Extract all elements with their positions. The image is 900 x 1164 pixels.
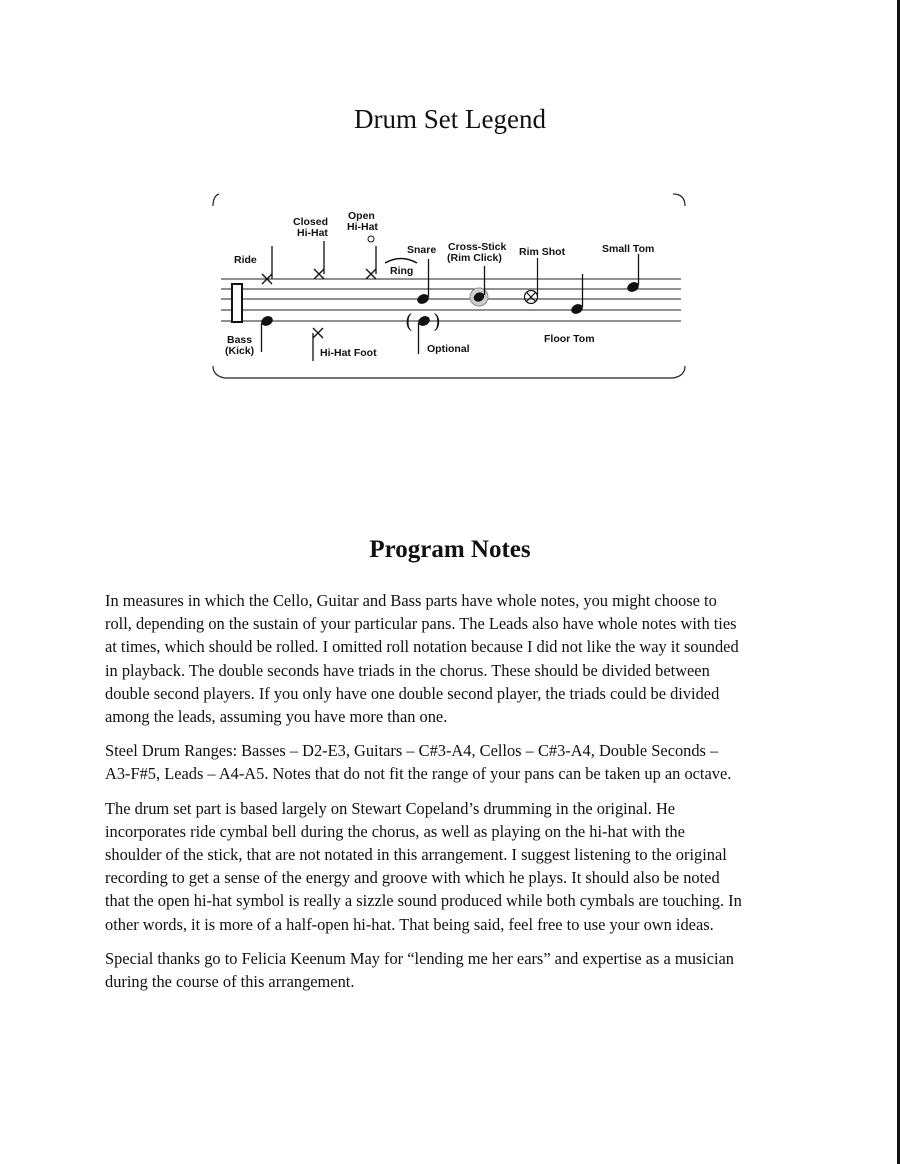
legend-label-floor-tom: Floor Tom [544, 333, 595, 345]
notes-line: during the course of this arrangement. [105, 972, 355, 992]
bass-kick-note-icon [260, 314, 275, 352]
legend-label-small-tom: Small Tom [602, 243, 655, 255]
rim-shot-symbol-icon [525, 258, 538, 304]
notes-line: roll, depending on the sustain of your particular pans. The Leads also have whole notes with ties [105, 614, 737, 634]
notes-line: recording to get a sense of the energy and groove with which he plays. It should also be noted [105, 868, 720, 888]
ride-symbol-icon [262, 246, 272, 284]
notes-line: at times, which should be rolled. I omitted roll notation because I did not like the way it sounded [105, 637, 739, 657]
notes-line: In measures in which the Cello, Guitar and Bass parts have whole notes, you might choose to [105, 591, 717, 610]
drum-set-legend [205, 186, 695, 386]
staff-lines [221, 279, 681, 321]
notes-paragraph [105, 947, 800, 993]
notes-line: in playback. The double seconds have triads in the chorus. These should be divided between [105, 660, 710, 680]
open-hihat-symbol-icon [366, 236, 376, 279]
notes-line: double second players. If you only have one double second player, the triads could be divided [105, 683, 720, 703]
closed-hihat-symbol-icon [314, 241, 324, 279]
legend-label-hihat-foot: Hi-Hat Foot [320, 347, 377, 359]
svg-text:): ) [433, 309, 441, 333]
legend-label-ring: Ring [390, 265, 414, 277]
notes-line: Special thanks go to Felicia Keenum May for “lending me her ears” and expertise as a musician [105, 948, 735, 968]
notes-paragraph [105, 589, 800, 728]
cross-stick-symbol-icon [470, 266, 488, 306]
legend-label-bass: Bass [227, 334, 253, 346]
small-tom-note-icon [626, 254, 641, 294]
frame-corner [673, 194, 685, 206]
legend-label-open-hihat: Open [348, 210, 375, 222]
legend-label-cross-stick: (Rim Click) [447, 252, 502, 264]
legend-label-open-hihat: Hi-Hat [347, 221, 378, 233]
program-notes-body [105, 589, 800, 1004]
frame-corner [213, 194, 219, 206]
notes-line: Steel Drum Ranges: Basses – D2-E3, Guitars – C#3-A4, Cellos – C#3-A4, Double Seconds – [105, 741, 719, 761]
drum-legend-diagram [205, 186, 695, 386]
svg-text:(: ( [405, 309, 413, 333]
legend-label-closed-hihat: Closed [293, 216, 329, 228]
notes-line: incorporates ride cymbal bell during the chorus, as well as playing on the hi-hat with the [105, 821, 685, 841]
program-notes-title: Program Notes [369, 536, 531, 563]
percussion-clef-icon [232, 284, 242, 322]
notes-line: among the leads, assuming you have more than one. [105, 707, 448, 727]
legend-label-bass: (Kick) [225, 345, 255, 357]
notes-line: The drum set part is based largely on Stewart Copeland’s drumming in the original. He [105, 798, 676, 818]
frame-bottom [213, 366, 685, 378]
legend-label-rim-shot: Rim Shot [519, 246, 566, 258]
legend-label-closed-hihat: Hi-Hat [297, 227, 328, 239]
notes-line: that the open hi-hat symbol is really a sizzle sound produced while both cymbals are touching. In [105, 891, 742, 911]
snare-note-icon [416, 259, 431, 306]
legend-label-ride: Ride [234, 254, 257, 266]
floor-tom-note-icon [570, 274, 585, 316]
legend-label-cross-stick: Cross-Stick [448, 241, 507, 253]
notes-line: other words, it is more of a half-open hi-hat. That being said, feel free to use your own ideas. [105, 914, 714, 934]
notes-paragraph [105, 797, 800, 936]
ring-tie-icon [385, 259, 417, 264]
notes-line: A3-F#5, Leads – A4-A5. Notes that do not fit the range of your pans can be taken up an octave. [105, 764, 732, 784]
notes-line: shoulder of the stick, that are not notated in this arrangement. I suggest listening to the original [105, 845, 727, 865]
legend-label-snare: Snare [407, 244, 437, 256]
page-title: Drum Set Legend [354, 104, 546, 134]
legend-label-optional: Optional [427, 343, 470, 355]
notes-paragraph [105, 739, 800, 785]
